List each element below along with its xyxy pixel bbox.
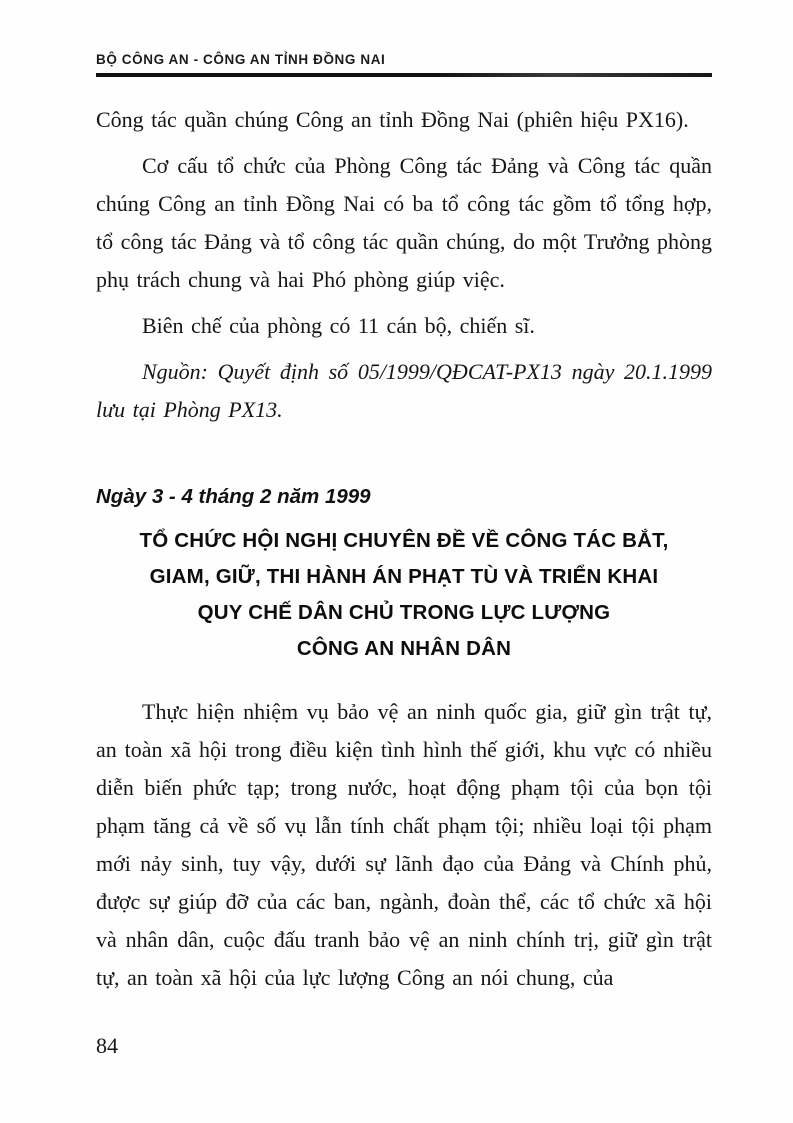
source-note: Nguồn: Quyết định số 05/1999/QĐCAT-PX13 ngày 20.1.1999 lưu tại Phòng PX13. <box>96 359 712 422</box>
paragraph-continuation: Công tác quần chúng Công an tỉnh Đồng Nai (phiên hiệu PX16). <box>96 107 689 132</box>
paragraph-staffing: Biên chế của phòng có 11 cán bộ, chiến sĩ. <box>142 313 535 338</box>
page-number: 84 <box>96 1033 118 1058</box>
page-content <box>96 101 712 997</box>
section-title <box>96 523 712 667</box>
section-title-line-4: CÔNG AN NHÂN DÂN <box>296 637 512 660</box>
date-heading: Ngày 3 - 4 tháng 2 năm 1999 <box>96 485 371 508</box>
page-header <box>96 52 712 77</box>
section-title-line-2: GIAM, GIỮ, THI HÀNH ÁN PHẠT TÙ VÀ TRIỂN KHAI <box>149 565 659 588</box>
section-title-line-1: TỔ CHỨC HỘI NGHỊ CHUYÊN ĐỀ VỀ CÔNG TÁC BẮT, <box>139 529 669 552</box>
paragraph-organization: Cơ cấu tổ chức của Phòng Công tác Đảng và Công tác quần chúng Công an tỉnh Đồng Nai có ba tổ công tác gồm tổ tổng hợp, tổ công tác Đảng và tổ công tác quần chúng, do một Trưởng phòng phụ trách chung và hai Phó phòng giúp việc. <box>96 153 712 292</box>
header-rule <box>96 73 712 77</box>
section-title-line-3: QUY CHẾ DÂN CHỦ TRONG LỰC LƯỢNG <box>197 601 611 624</box>
paragraph-body: Thực hiện nhiệm vụ bảo vệ an ninh quốc gia, giữ gìn trật tự, an toàn xã hội trong điều kiện tình hình thế giới, khu vực có nhiều diễn biến phức tạp; trong nước, hoạt động phạm tội của bọn tội phạm tăng cả về số vụ lẫn tính chất phạm tội; nhiều loại tội phạm mới nảy sinh, tuy vậy, dưới sự lãnh đạo của Đảng và Chính phủ, được sự giúp đỡ của các ban, ngành, đoàn thể, các tổ chức xã hội và nhân dân, cuộc đấu tranh bảo vệ an ninh chính trị, giữ gìn trật tự, an toàn xã hội của lực lượng Công an nói chung, của <box>96 699 712 990</box>
running-header-text: BỘ CÔNG AN - CÔNG AN TỈNH ĐỒNG NAI <box>96 52 386 67</box>
